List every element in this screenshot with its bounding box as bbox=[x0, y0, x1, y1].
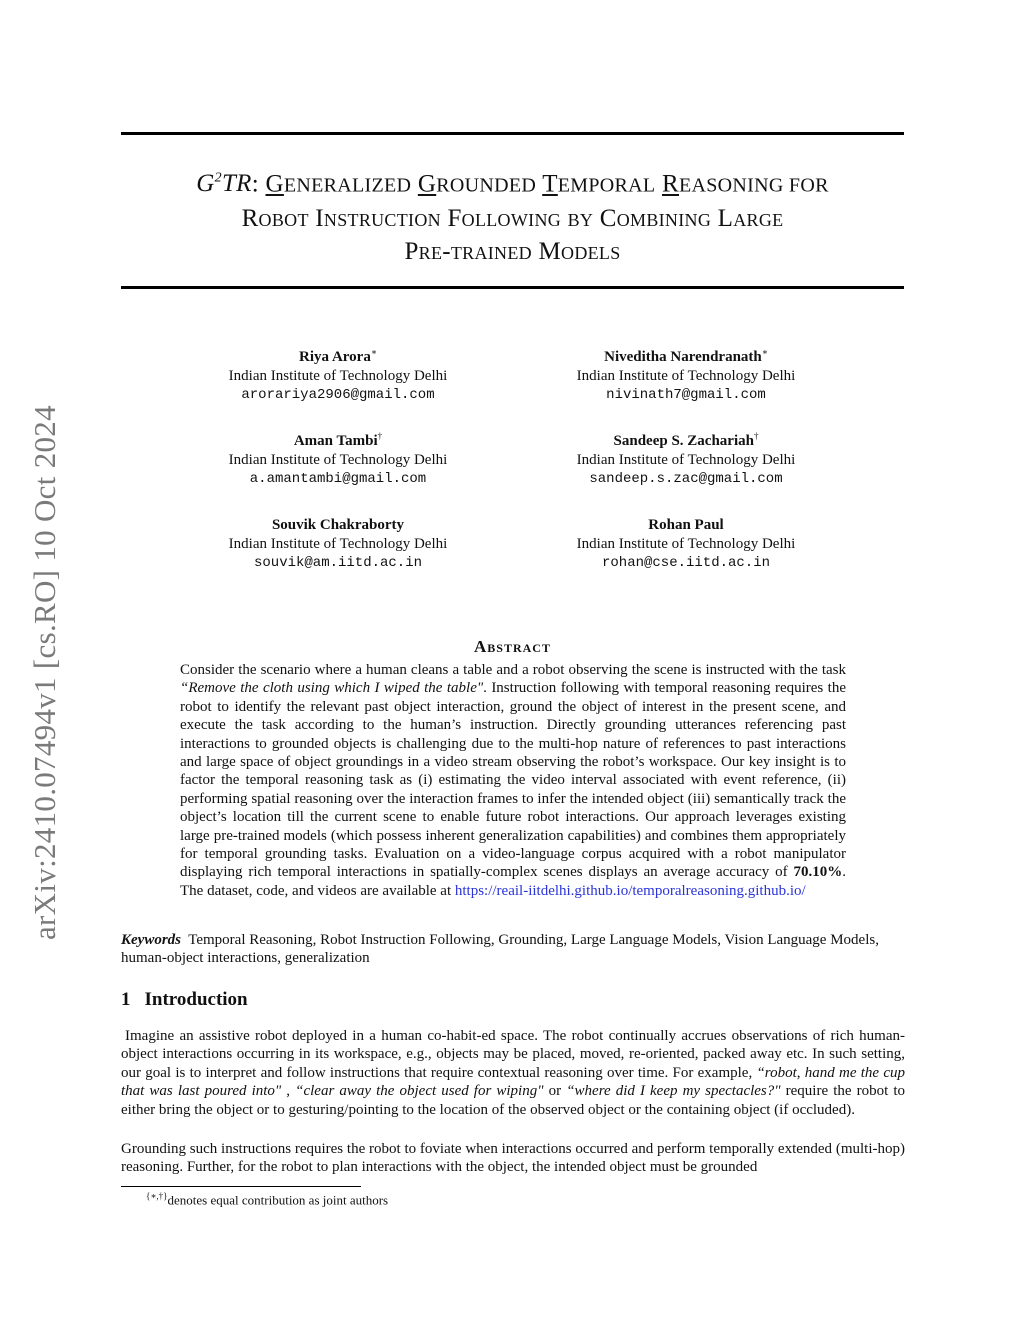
intro-quote: “robot, hand me the cup that was last poured into" bbox=[121, 1064, 905, 1100]
title-w3-rest: EMPORAL bbox=[557, 174, 656, 197]
author-name bbox=[188, 511, 488, 535]
abstract-text: . Instruction following with temporal reasoning requires the robot to identify the relevant past object interaction, ground the object of interest in the present scene, and execute the task according to the human’s instruction. Directly grounding utterances referencing past interactions to grounded objects is challenging due to the multi-hop nature of references to past interactions and large space of object groundings in a video stream observing the robot’s workspace. Our key insight is to factor the temporal reasoning task as (i) estimating the video interval associated with event reference, (ii) performing spatial reasoning over the interaction frames to infer the intended object (iii) semantically track the object’s location till the current scene to enable future robot interactions. Our approach leverages existing large pre-trained models (which possess inherent generalization capabilities) and combines them appropriately for temporal grounding tasks. Evaluation on a video-language corpus acquired with a robot manipulator displaying rich temporal interactions in spatially-complex scenes displays an average accuracy of bbox=[180, 680, 846, 881]
footnote-text: denotes equal contribution as joint authors bbox=[167, 1192, 389, 1208]
author-email: souvik@am.iitd.ac.in bbox=[253, 555, 423, 571]
footnote-rule bbox=[121, 1186, 361, 1187]
footnote-mark: {∗,†} bbox=[146, 1191, 168, 1201]
title-w4-first: R bbox=[662, 170, 679, 198]
author-name-text: Sandeep S. Zachariah bbox=[613, 433, 754, 449]
author-email: rohan@cse.iitd.ac.in bbox=[601, 555, 771, 571]
title-symbol-tail: TR bbox=[221, 170, 252, 198]
author-block bbox=[536, 427, 836, 489]
author-block bbox=[536, 343, 836, 405]
author-name-text: Niveditha Narendranath bbox=[604, 349, 762, 365]
intro-text: require the robot to either bring the object or to gesturing/pointing to the location of the observed object or the containing object (if occluded). bbox=[121, 1083, 906, 1118]
author-block bbox=[188, 511, 488, 573]
section-title: Introduction bbox=[144, 989, 248, 1010]
author-mark: † bbox=[377, 431, 383, 441]
author-email: nivinath7@gmail.com bbox=[606, 387, 766, 403]
author-name bbox=[188, 343, 488, 367]
author-affiliation: Indian Institute of Technology Delhi bbox=[228, 452, 448, 468]
author-mark: † bbox=[753, 431, 759, 441]
intro-text: Imagine an assistive robot deployed in a human co-habit-ed space. The robot continually accrues observations of rich human-object interactions occurring in its workspace, e.g., objects may be placed, moved, re-oriented, packed away etc. In such setting, our goal is to interpret and follow instructions that require contextual reasoning over time. For example, bbox=[121, 1028, 905, 1081]
title-line-1 bbox=[121, 162, 904, 202]
title-symbol bbox=[196, 170, 251, 197]
author-email: a.amantambi@gmail.com bbox=[249, 471, 427, 487]
abstract-text: . The dataset, code, and videos are available at bbox=[180, 864, 846, 899]
footnote bbox=[146, 1191, 388, 1208]
title-bottom-rule bbox=[121, 286, 904, 289]
keywords bbox=[121, 931, 904, 968]
author-block bbox=[536, 511, 836, 573]
title-symbol-sup: 2 bbox=[214, 171, 222, 186]
title-w1-first: G bbox=[265, 170, 284, 198]
author-affiliation: Indian Institute of Technology Delhi bbox=[576, 452, 796, 468]
title-symbol-base: G bbox=[196, 170, 215, 198]
author-affiliation: Indian Institute of Technology Delhi bbox=[576, 536, 796, 552]
author-name-text: Rohan Paul bbox=[648, 517, 724, 533]
author-affiliation: Indian Institute of Technology Delhi bbox=[576, 368, 796, 384]
author-affiliation: Indian Institute of Technology Delhi bbox=[228, 536, 448, 552]
paper-title bbox=[121, 162, 904, 268]
author-affiliation: Indian Institute of Technology Delhi bbox=[228, 368, 448, 384]
author-email: arorariya2906@gmail.com bbox=[241, 387, 435, 403]
section-heading bbox=[121, 989, 248, 1011]
abstract-heading: Abstract bbox=[474, 637, 551, 656]
title-line-3: Pre-trained Models bbox=[404, 238, 621, 266]
intro-text: , bbox=[281, 1083, 296, 1100]
title-top-rule bbox=[121, 132, 904, 135]
intro-quote: “where did I keep my spectacles?" bbox=[566, 1083, 781, 1100]
author-name-text: Souvik Chakraborty bbox=[271, 517, 405, 533]
author-block bbox=[188, 343, 488, 405]
intro-paragraph-1 bbox=[121, 1027, 905, 1119]
title-w4-rest: EASONING FOR bbox=[679, 174, 829, 197]
intro-text: or bbox=[543, 1083, 567, 1100]
title-w3-first: T bbox=[542, 170, 558, 198]
keywords-label: Keywords bbox=[121, 932, 181, 948]
title-w2-first: G bbox=[417, 170, 437, 198]
title-line-2: Robot Instruction Following by Combining Large bbox=[241, 205, 784, 233]
section-number: 1 bbox=[121, 989, 131, 1010]
title-w2-rest: ROUNDED bbox=[436, 174, 537, 197]
author-email: sandeep.s.zac@gmail.com bbox=[589, 471, 783, 487]
author-block bbox=[188, 427, 488, 489]
abstract-body bbox=[180, 661, 846, 900]
author-name bbox=[188, 427, 488, 451]
author-mark: ∗ bbox=[761, 347, 768, 357]
abstract-text: Consider the scenario where a human cleans a table and a robot observing the scene is instructed with the task bbox=[180, 662, 846, 678]
author-name-text: Riya Arora bbox=[299, 349, 371, 365]
title-colon: : bbox=[251, 170, 266, 198]
accuracy-value: 70.10% bbox=[793, 864, 843, 881]
author-name bbox=[536, 427, 836, 451]
title-w1-rest: ENERALIZED bbox=[283, 174, 412, 197]
author-name-text: Aman Tambi bbox=[293, 433, 378, 449]
author-name bbox=[536, 343, 836, 367]
arxiv-stamp: arXiv:2410.07494v1 [cs.RO] 10 Oct 2024 bbox=[27, 405, 62, 940]
author-mark: ∗ bbox=[370, 347, 377, 357]
abstract-quote: “Remove the cloth using which I wiped the table" bbox=[180, 680, 484, 697]
keywords-text: Temporal Reasoning, Robot Instruction Following, Grounding, Large Language Models, Vision Language Models, human-object interactions, generalization bbox=[121, 932, 879, 967]
author-name bbox=[536, 511, 836, 535]
intro-paragraph-2: Grounding such instructions requires the robot to foviate when interactions occurred and perform temporally extended (multi-hop) reasoning. Further, for the robot to plan interactions with the object, the intended object must be grounded bbox=[121, 1141, 905, 1176]
intro-quote: “clear away the object used for wiping" bbox=[295, 1083, 544, 1100]
project-link[interactable]: https://reail-iitdelhi.github.io/temporalreasoning.github.io/ bbox=[454, 882, 806, 899]
